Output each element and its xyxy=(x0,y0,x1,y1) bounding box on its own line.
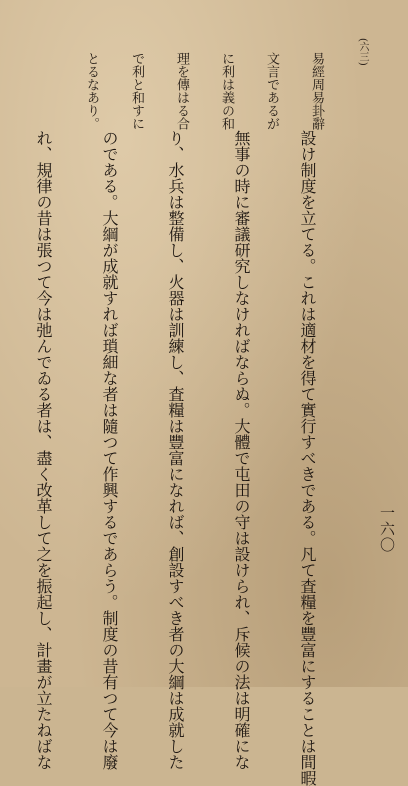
annotation-line: 文言であるが xyxy=(264,52,279,130)
annotation-line: 理を傳はる合 xyxy=(174,52,189,130)
annotation-line: とるなあり。 xyxy=(84,52,99,130)
annotation-block xyxy=(84,52,354,130)
text-line: り、水兵は整備し、火器は訓練し、査糧は豐富になれば、創設すべき者の大綱は成就した xyxy=(166,130,185,770)
annotation-line: 易經周易卦辭 xyxy=(309,52,324,130)
page-number: 一六〇 xyxy=(378,505,396,553)
text-line: 設け制度を立てる。これは適材を得て實行すべきである。凡て査糧を豐富にすることは間暇 xyxy=(298,130,317,786)
annotation-line: に利は義の和 xyxy=(219,52,234,130)
text-line: れ、規律の昔は張つて今は弛んでゐる者は、盡く改革して之を振起し、計畫が立たねばな xyxy=(34,130,53,770)
text-line: 無事の時に審議研究しなければならぬ。大體で屯田の守は設けられ、斥候の法は明確にな xyxy=(232,130,251,770)
note-marker: (六三) xyxy=(357,38,368,66)
annotation-line: で利と和すに xyxy=(129,52,144,130)
main-text xyxy=(10,130,362,786)
text-line: のである。大綱が成就すれば瑣細な者は隨つて作興するであらう。制度の昔有つて今は廢 xyxy=(100,130,119,770)
